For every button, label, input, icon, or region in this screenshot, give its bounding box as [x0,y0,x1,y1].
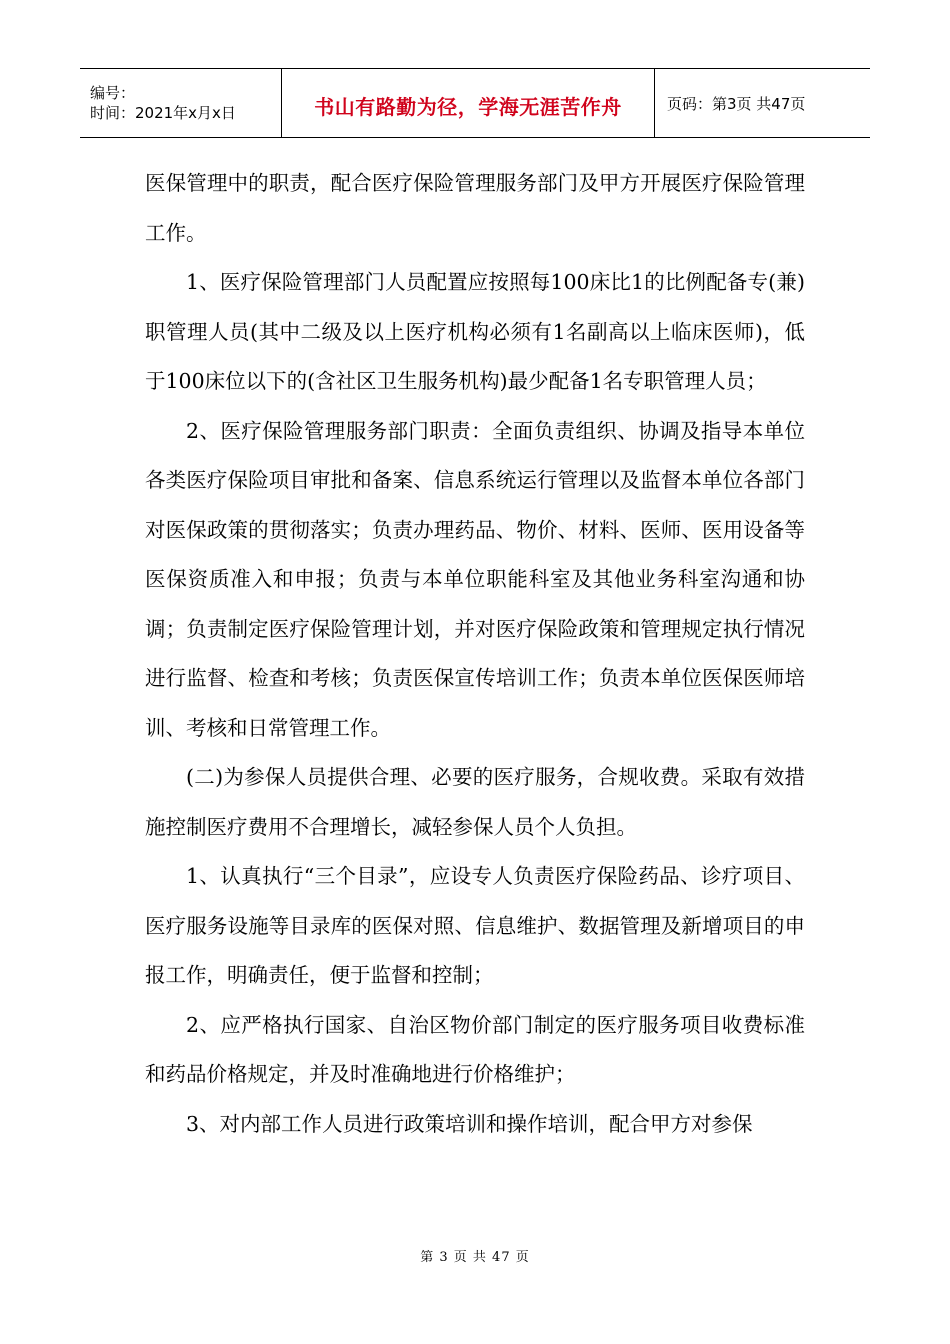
document-body [145,159,805,1149]
document-number-label: 编号： [90,84,136,102]
paragraph: 3、对内部工作人员进行政策培训和操作培训，配合甲方对参保 [186,1111,753,1136]
paragraph: 1、医疗保险管理部门人员配置应按照每100床比1的比例配备专(兼)职管理人员(其中二级及以上医疗机构必须有1名副高以上临床医师)，低于100床位以下的(含社区卫生服务机构)最少配备1名专职管理人员； [145,270,805,393]
header-motto-cell [282,69,655,137]
paragraph: 1、认真执行“三个目录”，应设专人负责医疗保险药品、诊疗项目、医疗服务设施等目录库的医保对照、信息维护、数据管理及新增项目的申报工作，明确责任，便于监督和控制； [145,864,805,987]
document-time-label: 时间：2021年x月x日 [90,104,236,122]
page-footer: 第 3 页 共 47 页 [420,1250,530,1265]
paragraph: 医保管理中的职责，配合医疗保险管理服务部门及甲方开展医疗保险管理工作。 [145,171,805,245]
header-meta [80,69,282,137]
header-page-code: 页码：第3页 共47页 [667,94,806,113]
paragraph: 2、应严格执行国家、自治区物价部门制定的医疗服务项目收费标准和药品价格规定，并及时准确地进行价格维护； [145,1012,805,1086]
header-motto: 书山有路勤为径，学海无涯苦作舟 [314,94,622,119]
header-page-code-cell [655,69,870,137]
paragraph: (二)为参保人员提供合理、必要的医疗服务，合规收费。采取有效措施控制医疗费用不合理增长，减轻参保人员个人负担。 [145,765,805,839]
paragraph: 2、医疗保险管理服务部门职责：全面负责组织、协调及指导本单位各类医疗保险项目审批和备案、信息系统运行管理以及监督本单位各部门对医保政策的贯彻落实；负责办理药品、物价、材料、医师、医用设备等医保资质准入和申报；负责与本单位职能科室及其他业务科室沟通和协调；负责制定医疗保险管理计划，并对医疗保险政策和管理规定执行情况进行监督、检查和考核；负责医保宣传培训工作；负责本单位医保医师培训、考核和日常管理工作。 [145,418,805,740]
page-header [80,68,870,138]
